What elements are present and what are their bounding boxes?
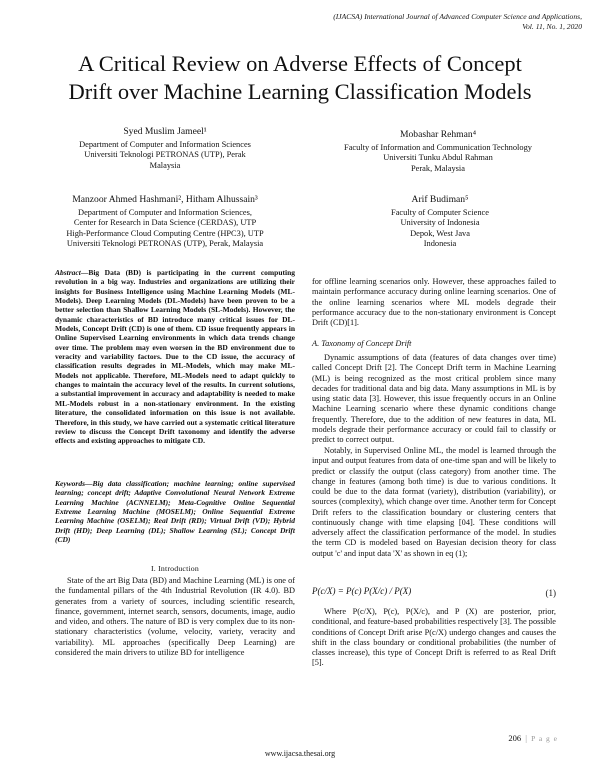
title-line-1: A Critical Review on Adverse Effects of Concept — [78, 51, 522, 76]
author-name: Syed Muslim Jameel¹ — [123, 126, 207, 137]
author-block-2-3 — [45, 195, 285, 249]
affiliation-line: Universiti Teknologi PETRONAS (UTP), Perak — [84, 150, 246, 160]
author-block-4 — [312, 130, 564, 174]
affiliation-line: Center for Research in Data Science (CERDAS), UTP — [73, 218, 257, 228]
section-heading-introduction: I. Introduction — [150, 564, 200, 573]
affiliation-line: Perak, Malaysia — [411, 163, 465, 173]
right-paragraph-1 — [312, 277, 556, 328]
author-name: Manzoor Ahmed Hashmani², Hitham Alhussain³ — [72, 194, 258, 205]
intro-text: State of the art Big Data (BD) and Machine Learning (ML) is one of the fundamental pillars of the 4th Industrial Revolution (IR 4.0). BD generates from a variety of sources, including scientific research, finance, government, internet search, sensors, documents, image, audio and video, and others. The nature of BD is very complex due to its non-stationary characteristics (volume, velocity, variety, veracity and variability). ML approaches (specifically Deep Learning) are considered the main drivers to utilize BD for intelligence — [55, 576, 295, 657]
keywords-label: Keywords — [55, 479, 85, 488]
affiliation-line: Universiti Tunku Abdul Rahman — [383, 153, 493, 163]
abstract — [55, 268, 295, 446]
affiliation-line: Faculty of Computer Science — [391, 208, 489, 218]
author-block-5 — [340, 195, 540, 249]
keywords — [55, 479, 295, 544]
page-separator: | — [525, 733, 527, 743]
journal-name: (IJACSA) International Journal of Advanced Computer Science and Applications, — [333, 12, 582, 21]
page-number — [508, 733, 558, 743]
subsection-heading-taxonomy: A. Taxonomy of Concept Drift — [312, 339, 412, 348]
equation-formula: P(c/X) = P(c) P(X/c) / P(X) — [312, 586, 412, 596]
paragraph-text: for offline learning scenarios only. However, these approaches failed to maintain performance accuracy during online learning scenarios. One of the online learning scenarios where ML models degrade their performance accuracy due to the non-stationary environment is Concept Drift (CD)[1]. — [312, 277, 556, 327]
paragraph-text: Dynamic assumptions of data (features of data changes over time) called Concept Drift [2]. The Concept Drift term in Machine Learning (ML) is being recognized as the most critical problem since many decades for traditional data and big data. Many assumptions in ML is by using static data [3]. However, this issue frequently occurs in an Online Machine Learning scenario where these dynamic conditions change frequently. Therefore, due to the addition of new features in data, ML models degrade their performance accuracy or could fail to classify or predict to correct output. — [312, 353, 556, 444]
abstract-text: —Big Data (BD) is participating in the current computing revolution in a big way. Industries and organizations are utilizing their insights for Business Intelligence using Machine Learning Models (ML-Models). Deep Learning Models (DL-Models) have been proven to be a better selection than Shallow Learning Models (SL-Models). However, the dynamic characteristics of BD introduce many critical issues for DL-Models, Concept Drift (CD) is one of them. CD issue frequently appears in Online Supervised Learning environments in which data trends change over time. The problem may even worsen in the BD environment due to veracity and variability factors. Due to the CD issue, the accuracy of classification results degrades in ML-Models, which may make ML-Models not applicable. Therefore, ML-Models need to adapt quickly to changes to maintain the accuracy level of the results. In current solutions, a substantial improvement in accuracy and adaptability is needed to make ML-Models robust in a non-stationary environment. In the existing literature, the consolidated information on this issue is not available. Therefore, in this study, we have carried out a systematic critical literature review to discuss the Concept Drift taxonomy and identify the adverse effects and existing approaches to mitigate CD. — [55, 268, 295, 446]
right-paragraph-2 — [312, 353, 556, 445]
author-name: Arif Budiman⁵ — [411, 194, 469, 205]
right-paragraph-3 — [312, 446, 556, 559]
abstract-label: Abstract — [55, 268, 81, 277]
affiliation-line: Department of Computer and Information Sciences — [79, 140, 251, 150]
title-line-2: Drift over Machine Learning Classification Models — [68, 79, 532, 104]
affiliation-line: Indonesia — [423, 238, 457, 248]
affiliation-line: High-Performance Cloud Computing Centre (HPC3), UTP — [66, 228, 264, 238]
keywords-text: —Big data classification; machine learning; online supervised learning; concept drift; Adaptive Convolutional Neural Network Extreme Learning Machine (ACNNELM); Meta-Cognitive Online Sequential Extreme Learning Machine (MOSELM); Online Sequential Extreme Learning Machine (OSELM); Real Drift (RD); Virtual Drift (VD); Hybrid Drift (HD); Deep Learning (DL); Shallow Learning (SL); Concept Drift (CD) — [55, 479, 295, 545]
affiliation-line: Faculty of Information and Communication Technology — [344, 143, 532, 153]
paragraph-text: Notably, in Supervised Online ML, the model is learned through the input and output features from data of one-time span and will be likely to predict or classify the output (class category) from another time. The change in features (among both time) is due to various conditions. It could be due to the data format (variety), distribution (variability), or sources (complexity), which change over time. Another term for Concept Drift refers to the classification boundary or clustering centers that continuously change with time elapsing [04]. These conditions will adversely affect the classification performance of the model. In studies the term CD is modeled based on Bayesian decision theory for class output 'c' and input data 'X' as shown in eq (1); — [312, 446, 556, 558]
introduction-paragraph — [55, 576, 295, 658]
author-name: Mobashar Rehman⁴ — [399, 129, 477, 140]
equation-1 — [312, 584, 556, 604]
paper-title — [0, 50, 600, 106]
page-number-value: 206 — [508, 733, 522, 743]
author-block-1 — [50, 127, 280, 171]
paragraph-text: Where P(c/X), P(c), P(X/c), and P (X) are posterior, prior, conditional, and feature-based probabilities respectively [3]. The possible conditions of Concept Drift arise P(c/X) undergo changes and causes the shift in the class boundary or conditional probabilities (the number of classes increase), this type of Concept Drift is referred to as Real Drift [5]. — [312, 607, 556, 668]
affiliation-line: Universiti Teknologi PETRONAS (UTP), Perak, Malaysia — [66, 238, 264, 248]
right-paragraph-4 — [312, 607, 556, 669]
affiliation-line: University of Indonesia — [400, 218, 480, 228]
affiliation-line: Depok, West Java — [410, 228, 470, 238]
affiliation-line: Malaysia — [149, 160, 181, 170]
journal-url: www.ijacsa.thesai.org — [264, 749, 336, 758]
equation-number: (1) — [545, 588, 556, 598]
affiliation-line: Department of Computer and Information Sciences, — [78, 208, 252, 218]
journal-header — [222, 12, 582, 31]
journal-volume: Vol. 11, No. 1, 2020 — [522, 21, 582, 31]
page-label: P a g e — [531, 734, 558, 743]
